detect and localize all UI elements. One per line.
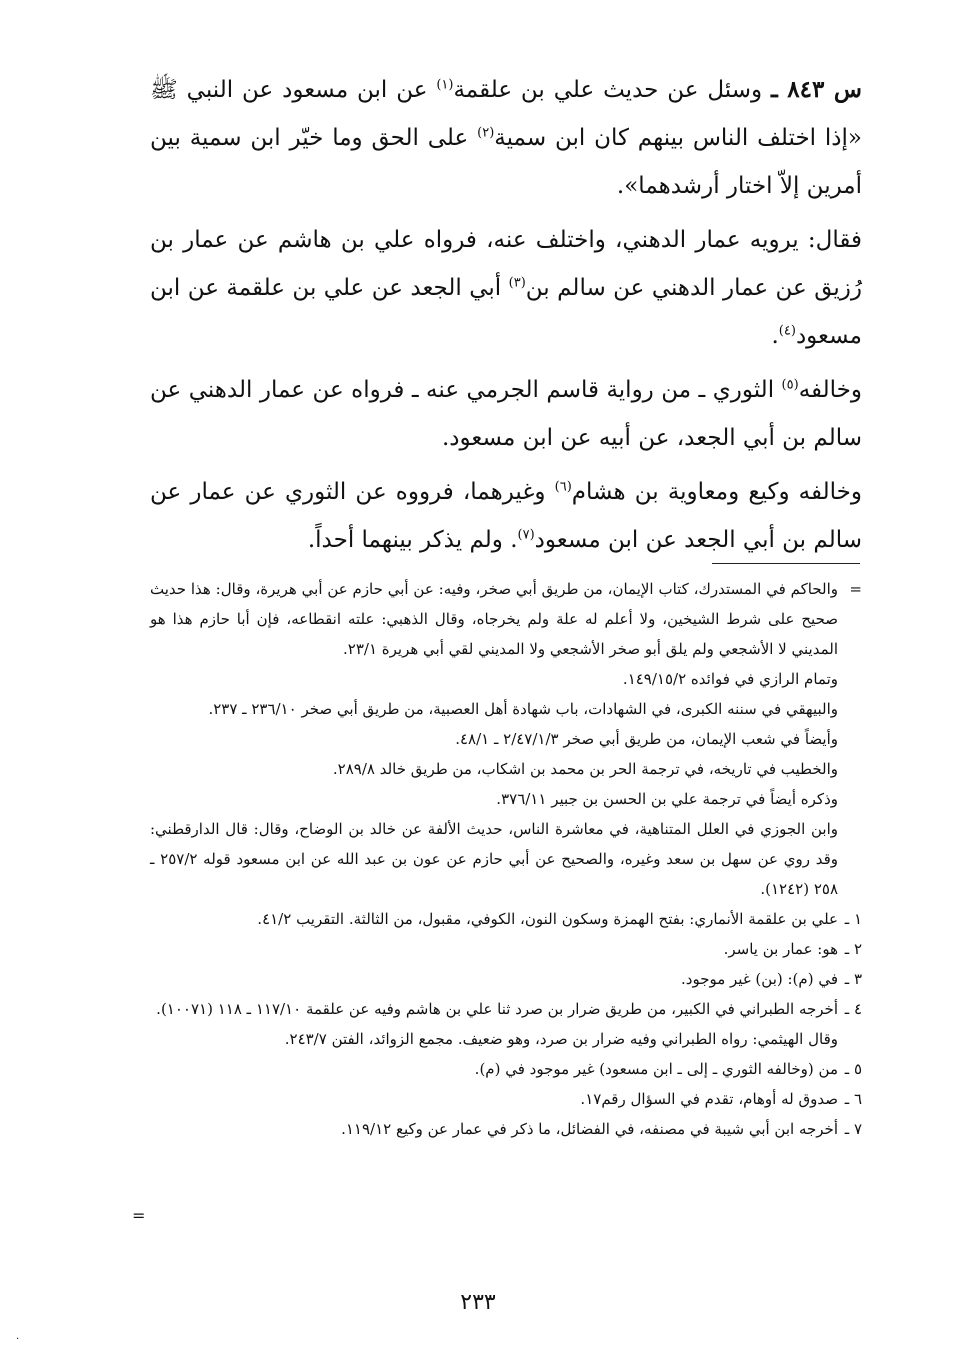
paragraph-3: وخالفه$^{(٥)}$ الثوري ـ من رواية قاسم الجرمي عنه ـ فرواه عن عمار الدهني عن سالم بن أبي الجعد، عن أبيه عن ابن مسعود. <box>150 377 862 451</box>
footnotes <box>150 574 862 1144</box>
footnote-2: ٢ ـ هو: عمار بن ياسر. <box>723 940 862 958</box>
footnote-continuation: والخطيب في تاريخه، في ترجمة الحر بن محمد بن اشكاب، من طريق خالد ٢٨٩/٨. <box>332 760 838 778</box>
footnote-ref-2: (٢) <box>477 125 495 141</box>
footnote-continuation: = والحاكم في المستدرك، كتاب الإيمان، من طريق أبي صخر، وفيه: عن أبي حازم عن أبي هريرة، وقال: هذا حديث صحيح على شرط الشيخين، ولا أعلم له علة ولم يخرجاه، وقال الذهبي: علته انقطاعه، فإن أبا حازم هذا هو المديني لا الأشجعي ولم يلق أبو صخر الأشجعي ولا المديني لقي أبي هريرة ٢٣/١. <box>150 574 862 664</box>
footnote-ref-6: (٦) <box>554 479 572 495</box>
footnote-continuation: وأيضاً في شعب الإيمان، من طريق أبي صخر ٢/٤٧/١/٣ ـ ٤٨/١. <box>455 730 838 748</box>
question-number: س ٨٤٣ ـ <box>770 76 862 103</box>
page-number: ٢٣٣ <box>460 1290 496 1315</box>
footnote-4-continued: وقال الهيثمي: رواه الطبراني وفيه ضرار بن صرد، وهو ضعيف. مجمع الزوائد، الفتن ٢٤٣/٧. <box>284 1030 838 1048</box>
main-text <box>150 66 862 570</box>
footnote-continuation: والبيهقي في سننه الكبرى، في الشهادات، باب شهادة أهل العصبية، من طريق أبي صخر ٢٣٦/١٠ ـ ٢٣٧. <box>208 700 838 718</box>
footnote-ref-1: (١) <box>436 77 454 93</box>
footnote-6: ٦ ـ صدوق له أوهام، تقدم في السؤال رقم١٧. <box>580 1090 862 1108</box>
footnote-ref-4: (٤) <box>778 323 796 339</box>
footnote-continuation: وذكره أيضاً في ترجمة علي بن الحسن بن جبير ٣٧٦/١١. <box>496 790 838 808</box>
footnote-5: ٥ ـ من (وخالفه الثوري ـ إلى ـ ابن مسعود) غير موجود في (م). <box>474 1060 862 1078</box>
footnote-4: ٤ ـ أخرجه الطبراني في الكبير، من طريق ضرار بن صرد ثنا علي بن هاشم وفيه عن علقمة ١١٧/١٠ ـ ١١٨ (١٠٠٧١). <box>156 1000 862 1018</box>
continuation-marker: = <box>849 580 862 598</box>
footnote-3: ٣ ـ في (م): (بن) غير موجود. <box>681 970 862 988</box>
continued-marker: = <box>132 1206 146 1225</box>
footnote-ref-7: (٧) <box>517 527 535 543</box>
footnote-separator <box>712 563 860 564</box>
footnote-ref-3: (٣) <box>508 275 526 291</box>
footnote-continuation: وتمام الرازي في فوائده ١٤٩/١٥/٢. <box>622 670 838 688</box>
footnote-1: ١ ـ علي بن علقمة الأنماري: بفتح الهمزة وسكون النون، الكوفي، مقبول، من الثالثة. التقريب ٤١/٢. <box>257 910 862 928</box>
footnote-ref-5: (٥) <box>781 377 799 393</box>
footnote-7: ٧ ـ أخرجه ابن أبي شيبة في مصنفه، في الفضائل، ما ذكر في عمار عن وكيع ١١٩/١٢. <box>341 1120 862 1138</box>
paragraph-4: وخالفه وكيع ومعاوية بن هشام$^{(٦)}$ وغيرهما، فرووه عن الثوري عن عمار عن سالم بن أبي الجعد عن ابن مسعود$^{(٧)}$. ولم يذكر بينهما أحداً. <box>150 479 862 553</box>
question-paragraph: س ٨٤٣ ـ وسئل عن حديث علي بن علقمة$^{(١)}$ عن ابن مسعود عن النبي ﷺ «إذا اختلف الناس بينهم كان ابن سمية$^{(٢)}$ على الحق وما خيّر ابن سمية بين أمرين إلاّ اختار أرشدهما». <box>150 76 862 199</box>
footnote-continuation: وابن الجوزي في العلل المتناهية، في معاشرة الناس، حديث الألفة عن خالد بن الوضاح، وقال: قال الدارقطني: وقد روي عن سهل بن سعد وغيره، والصحيح عن أبي حازم عن عون بن عبد الله عن ابن مسعود قوله ٢٥٧/٢ ـ ٢٥٨ (١٢٤٢). <box>150 820 838 898</box>
scan-dot: · <box>16 1334 20 1345</box>
answer-paragraph: فقال: يرويه عمار الدهني، واختلف عنه، فرواه علي بن هاشم عن عمار بن رُزيق عن عمار الدهني عن سالم بن$^{(٣)}$ أبي الجعد عن علي بن علقمة عن ابن مسعود$^{(٤)}$. <box>150 227 862 349</box>
